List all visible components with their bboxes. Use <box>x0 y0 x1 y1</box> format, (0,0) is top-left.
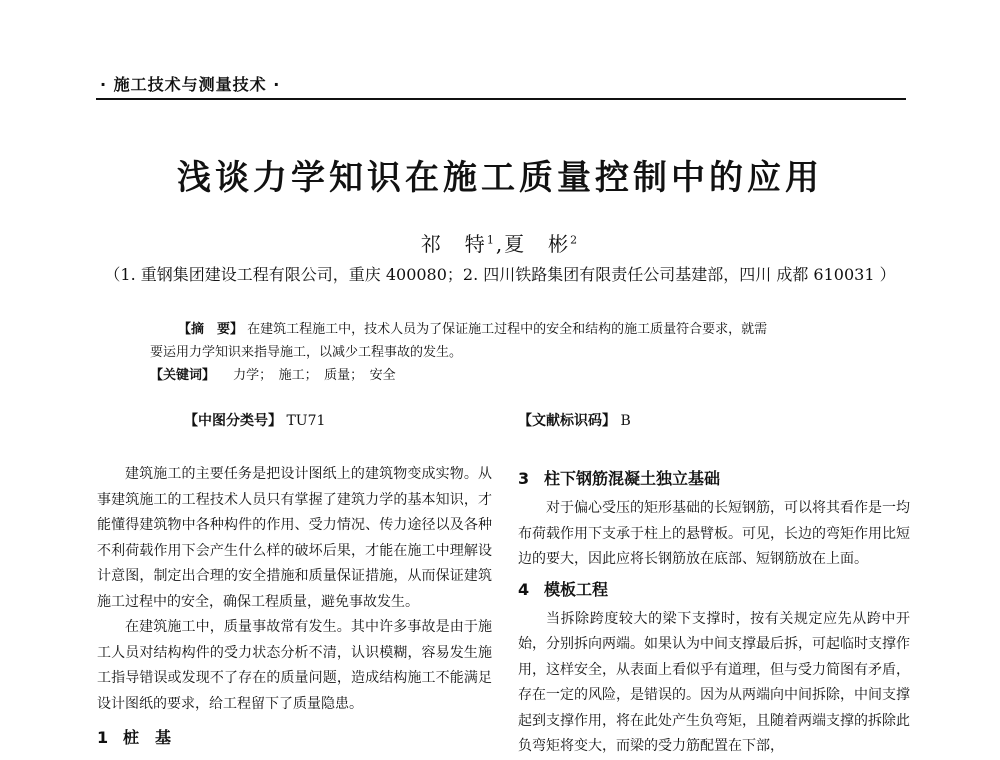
keywords-text: 力学； 施工； 质量； 安全 <box>233 368 396 383</box>
body-paragraph: 对于偏心受压的矩形基础的长短钢筋，可以将其看作是一均布荷载作用下支承于柱上的悬臂板。可见，长边的弯矩作用比短边的要大，因此应将长钢筋放在底部、短钢筋放在上面。 <box>518 500 910 567</box>
left-column <box>97 462 492 755</box>
abstract-text: 在建筑工程施工中，技术人员为了保证施工过程中的安全和结构的施工质量符合要求，就需 <box>247 322 768 337</box>
section-number: 1 <box>97 728 109 747</box>
section-number: 4 <box>518 579 530 599</box>
section-heading <box>97 721 492 755</box>
document-code-value: B <box>620 413 631 429</box>
clc-label: 【中图分类号】 <box>184 413 282 429</box>
body-paragraph: 建筑施工的主要任务是把设计图纸上的建筑物变成实物。从事建筑施工的工程技术人员只有掌握了建筑力学的基本知识，才能懂得建筑物中各种构件的作用、受力情况、传力途径以及各种不利荷载作用下会产生什么样的破坏后果，才能在施工中理解设计意图，制定出合理的安全措施和质量保证措施，从而保证建筑施工过程中的安全，确保工程质量，避免事故发生。 <box>97 466 492 610</box>
keywords-label: 【关键词】 <box>150 368 216 383</box>
clc-value: TU71 <box>286 413 326 429</box>
document-code-label: 【文献标识码】 <box>518 413 616 429</box>
author-list <box>0 228 1000 257</box>
abstract-block <box>150 318 865 387</box>
section-heading <box>518 462 910 496</box>
abstract-text-continued: 要运用力学知识来指导施工，以减少工程事故的发生。 <box>150 345 463 360</box>
section-number: 3 <box>518 469 530 488</box>
section-title: 桩 基 <box>123 728 172 747</box>
author-affiliations: （1. 重钢集团建设工程有限公司，重庆 400080；2. 四川铁路集团有限责任公司基建部，四川 成都 610031 ） <box>104 265 896 284</box>
journal-section-header: · 施工技术与测量技术 · <box>100 75 281 94</box>
section-title: 柱下钢筋混凝土独立基础 <box>544 469 721 488</box>
clc-number <box>184 410 325 430</box>
document-code <box>518 410 631 430</box>
author-affiliation-mark: 2 <box>570 233 580 247</box>
section-title: 模板工程 <box>544 579 609 599</box>
section-heading <box>518 573 910 607</box>
header-rule <box>96 98 906 100</box>
right-column <box>518 462 910 760</box>
body-paragraph: 在建筑施工中，质量事故常有发生。其中许多事故是由于施工人员对结构构件的受力状态分析不清，认识模糊，容易发生施工指导错误或发现不了存在的质量问题，造成结构施工不能满足设计图纸的要求，给工程留下了质量隐患。 <box>97 619 492 712</box>
author-name: 夏 彬 <box>504 232 571 256</box>
article-title: 浅谈力学知识在施工质量控制中的应用 <box>177 158 823 198</box>
author-affiliation-mark: 1 <box>486 233 496 247</box>
abstract-label: 【摘 要】 <box>178 322 244 337</box>
keywords-line <box>150 364 865 387</box>
body-paragraph: 当拆除跨度较大的梁下支撑时，按有关规定应先从跨中开始，分别拆向两端。如果认为中间支撑最后拆，可起临时支撑作用，这样安全，从表面上看似乎有道理，但与受力简图有矛盾，存在一定的风险，是错误的。因为从两端向中间拆除，中间支撑起到支撑作用，将在此处产生负弯矩，且随着两端支撑的拆除此负弯矩将变大，而梁的受力筋配置在下部， <box>518 610 910 754</box>
author-name: 祁 特 <box>420 232 487 256</box>
author-separator: , <box>495 232 505 256</box>
abstract-line <box>150 318 865 341</box>
